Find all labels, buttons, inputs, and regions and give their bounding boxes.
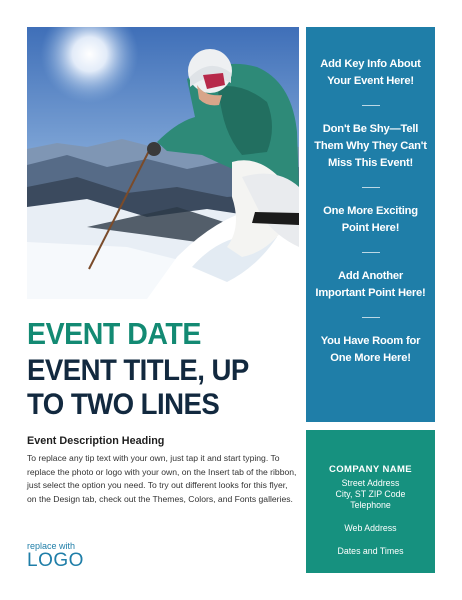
- event-photo[interactable]: [27, 27, 299, 299]
- key-point-2[interactable]: Don't Be Shy—Tell Them Why They Can't Miss This Event!: [314, 123, 427, 169]
- logo-placeholder[interactable]: LOGO: [27, 550, 84, 571]
- key-point-5[interactable]: You Have Room for One More Here!: [320, 335, 421, 364]
- panel-divider: [362, 187, 380, 188]
- telephone[interactable]: Telephone: [350, 500, 391, 510]
- skier-photo-icon: [27, 27, 299, 299]
- city-state-zip[interactable]: City, ST ZIP Code: [335, 489, 406, 499]
- spacer: [306, 534, 435, 546]
- panel-divider: [362, 105, 380, 106]
- contact-panel: [306, 430, 435, 573]
- spacer: [306, 511, 435, 523]
- panel-divider: [362, 252, 380, 253]
- street-address[interactable]: Street Address: [341, 478, 400, 488]
- logo-caption[interactable]: replace with: [27, 541, 76, 551]
- event-date[interactable]: EVENT DATE: [27, 316, 201, 351]
- web-address[interactable]: Web Address: [344, 523, 397, 533]
- key-point-4[interactable]: Add Another Important Point Here!: [315, 270, 426, 299]
- dates-and-times[interactable]: Dates and Times: [337, 546, 404, 556]
- key-point-1[interactable]: Add Key Info About Your Event Here!: [320, 58, 421, 87]
- description-body[interactable]: To replace any tip text with your own, just tap it and start typing. To replace the photo or logo with your own, on the Insert tab of the ribbon, just select the option you need. To try out different looks for this flyer, on the Design tab, check out the Themes, Colors, and Fonts galleries.: [27, 453, 297, 504]
- key-points-panel: [306, 27, 435, 422]
- event-title[interactable]: EVENT TITLE, UP TO TWO LINES: [27, 354, 249, 421]
- company-name[interactable]: COMPANY NAME: [328, 464, 413, 475]
- key-point-3[interactable]: One More Exciting Point Here!: [323, 205, 418, 234]
- panel-divider: [362, 317, 380, 318]
- description-heading[interactable]: Event Description Heading: [27, 435, 165, 447]
